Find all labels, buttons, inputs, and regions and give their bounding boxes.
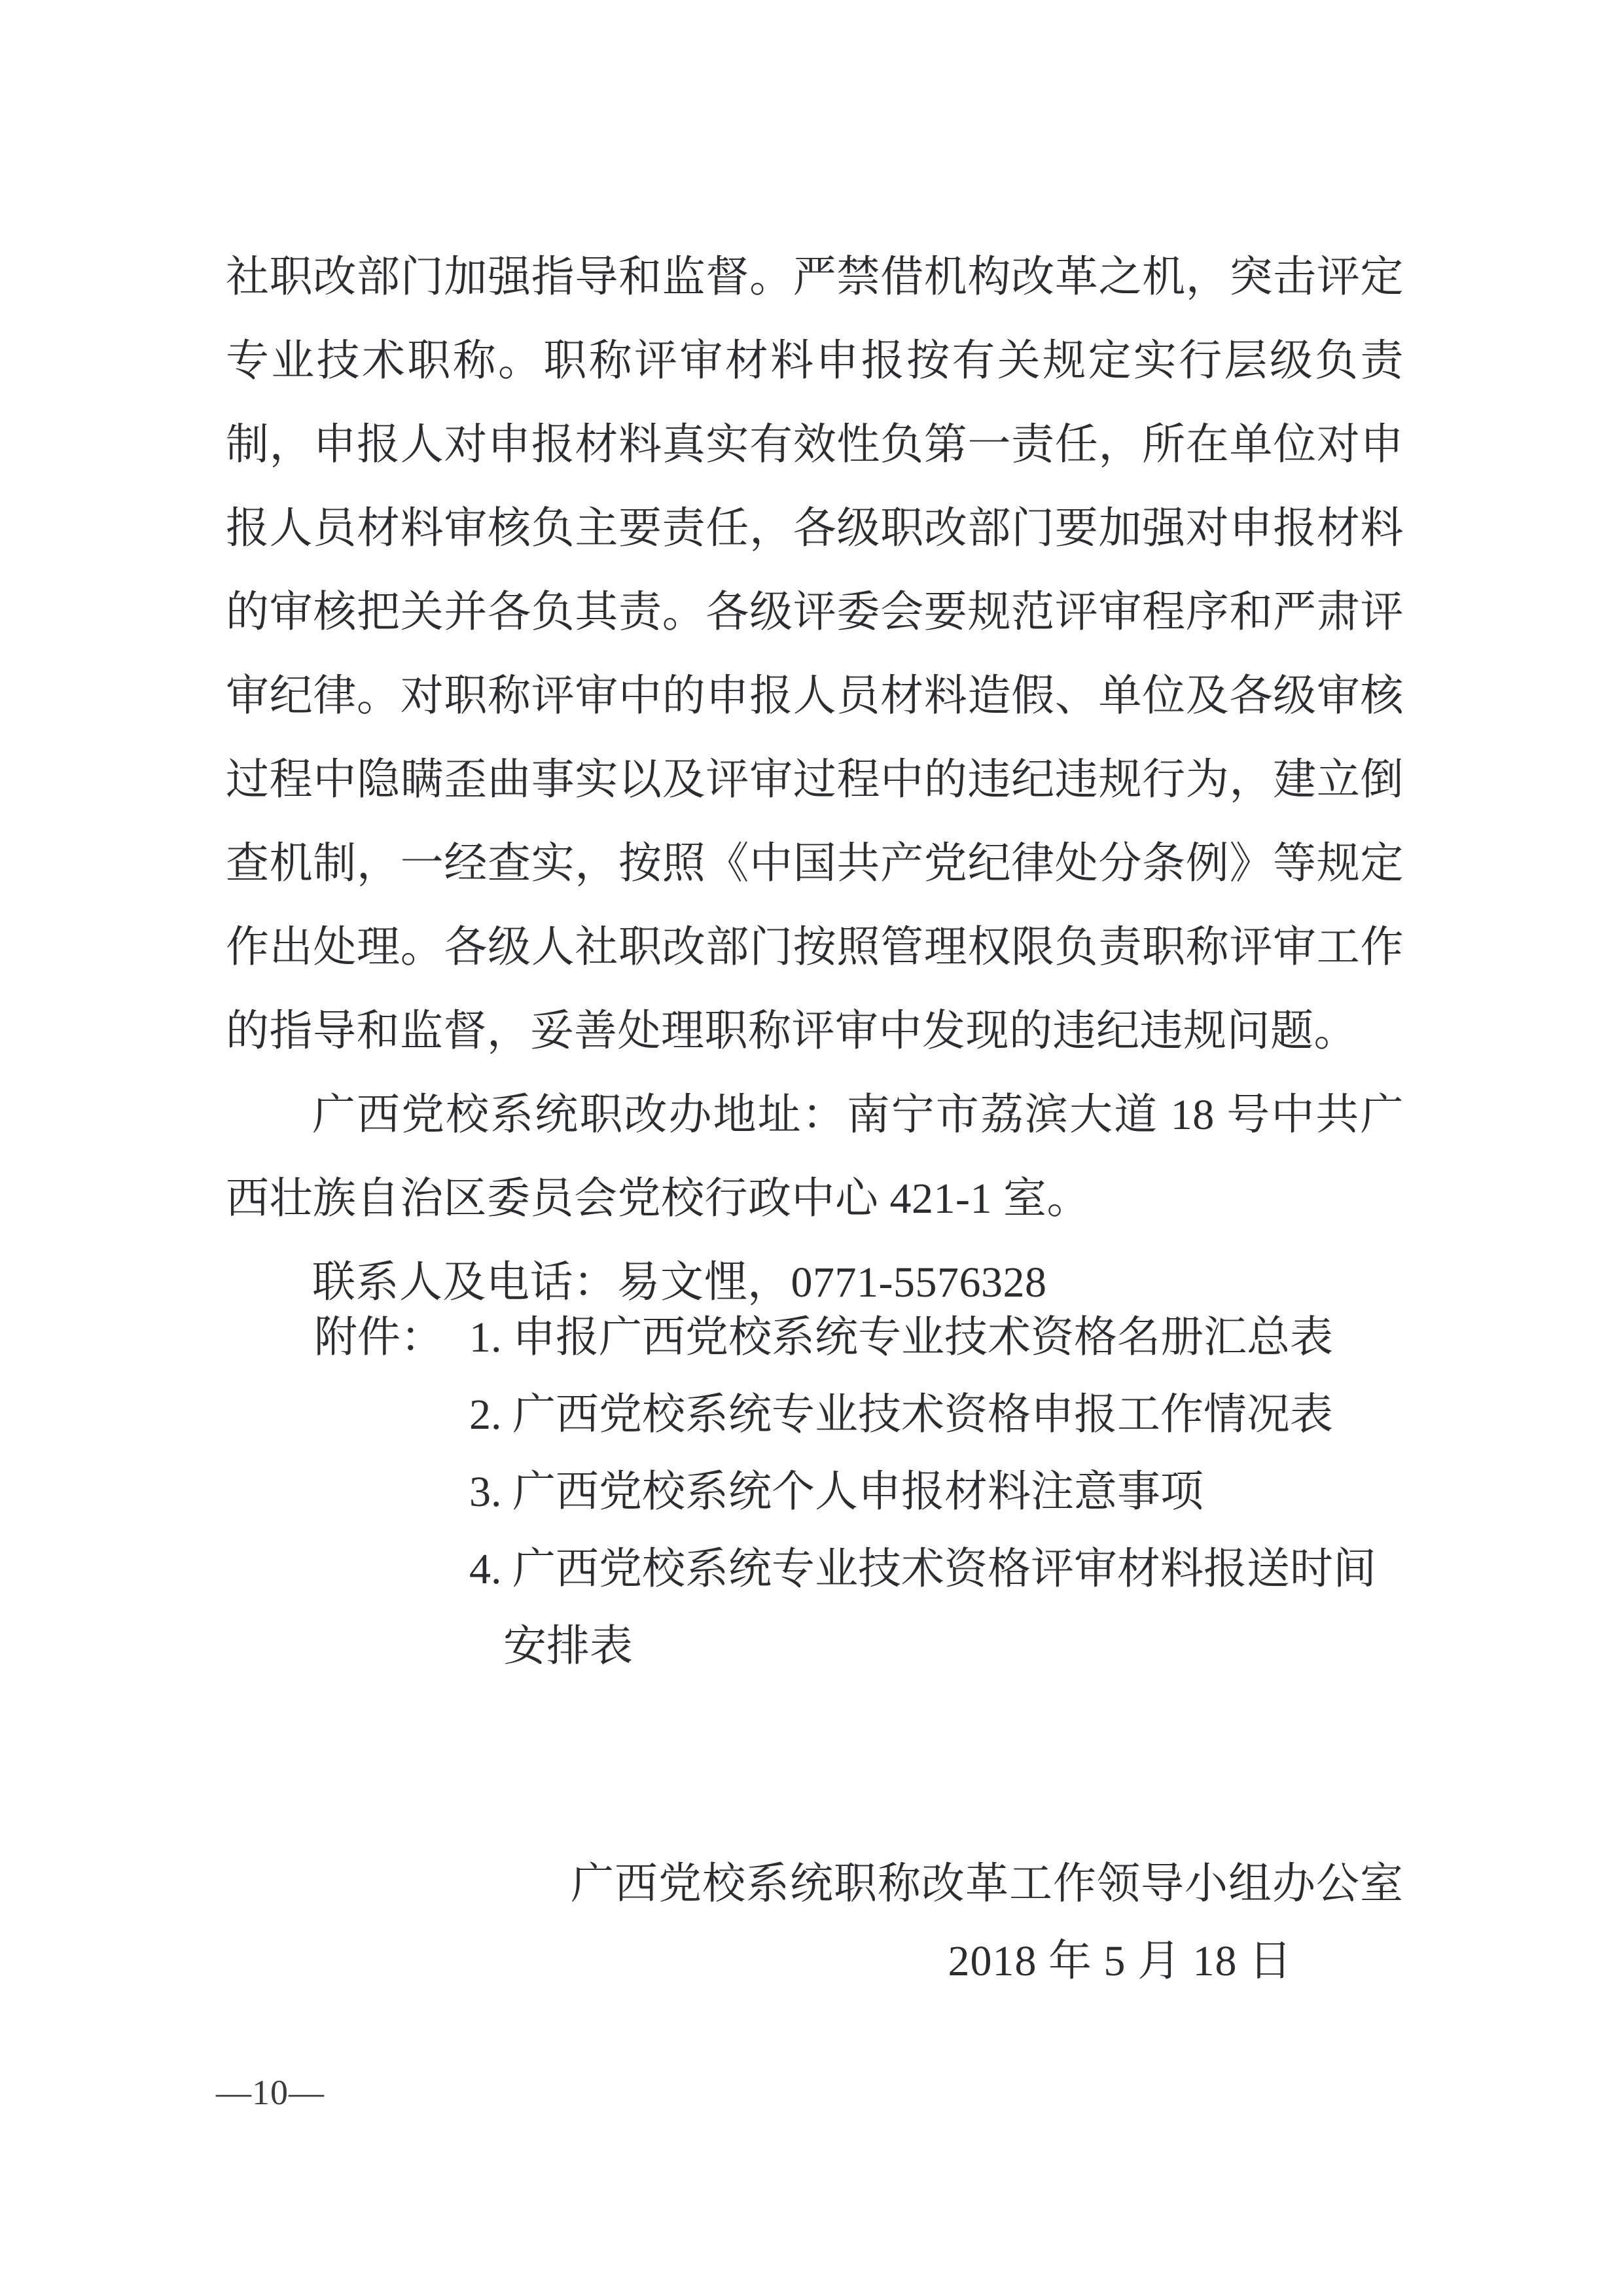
- attachment-number: 1.: [469, 1314, 502, 1361]
- attachment-title: 广西党校系统专业技术资格评审材料报送时间: [512, 1545, 1376, 1593]
- page-number: —10—: [216, 2073, 325, 2112]
- paragraph-contact: 联系人及电话：易文悝，0771-5576328: [312, 1259, 1047, 1306]
- attachment-item: [469, 1454, 1414, 1531]
- issuing-organization: 广西党校系统职称改革工作领导小组办公室: [571, 1860, 1404, 1908]
- attachment-title: 广西党校系统个人申报材料注意事项: [512, 1468, 1204, 1516]
- attachments-block: [314, 1299, 1414, 1685]
- attachment-title: 申报广西党校系统专业技术资格名册汇总表: [512, 1314, 1333, 1361]
- attachments-row: [314, 1299, 1414, 1685]
- attachments-list: [469, 1299, 1414, 1685]
- attachment-item: [469, 1376, 1414, 1454]
- signature-block: [226, 1846, 1404, 2000]
- attachment-item: [469, 1299, 1414, 1376]
- paragraph-discipline: 社职改部门加强指导和监督。严禁借机构改革之机，突击评定专业技术职称。职称评审材料申报按有关规定实行层级负责制，申报人对申报材料真实有效性负第一责任，所在单位对申报人员材料审核负主要责任，各级职改部门要加强对申报材料的审核把关并各负其责。各级评委会要规范评审程序和严肃评审纪律。对职称评审中的申报人员材料造假、单位及各级审核过程中隐瞒歪曲事实以及评审过程中的违纪违规行为，建立倒查机制，一经查实，按照《中国共产党纪律处分条例》等规定作出处理。各级人社职改部门按照管理权限负责职称评审工作的指导和监督，妥善处理职称评审中发现的违纪违规问题。: [226, 253, 1404, 1055]
- attachment-title: 广西党校系统专业技术资格申报工作情况表: [512, 1391, 1333, 1439]
- attachment-item: [469, 1531, 1414, 1685]
- attachment-number: 2.: [469, 1391, 502, 1439]
- document-body: [226, 236, 1404, 1325]
- issue-date: 2018 年 5 月 18 日: [948, 1937, 1293, 1985]
- attachment-number: 3.: [469, 1468, 502, 1516]
- attachment-number: 4.: [469, 1545, 502, 1593]
- paragraph-address: 广西党校系统职改办地址：南宁市荔滨大道 18 号中共广西壮族自治区委员会党校行政中心 421-1 室。: [226, 1091, 1404, 1223]
- attachment-title-continuation: 安排表: [503, 1623, 633, 1670]
- attachments-label: 附件：: [314, 1314, 444, 1361]
